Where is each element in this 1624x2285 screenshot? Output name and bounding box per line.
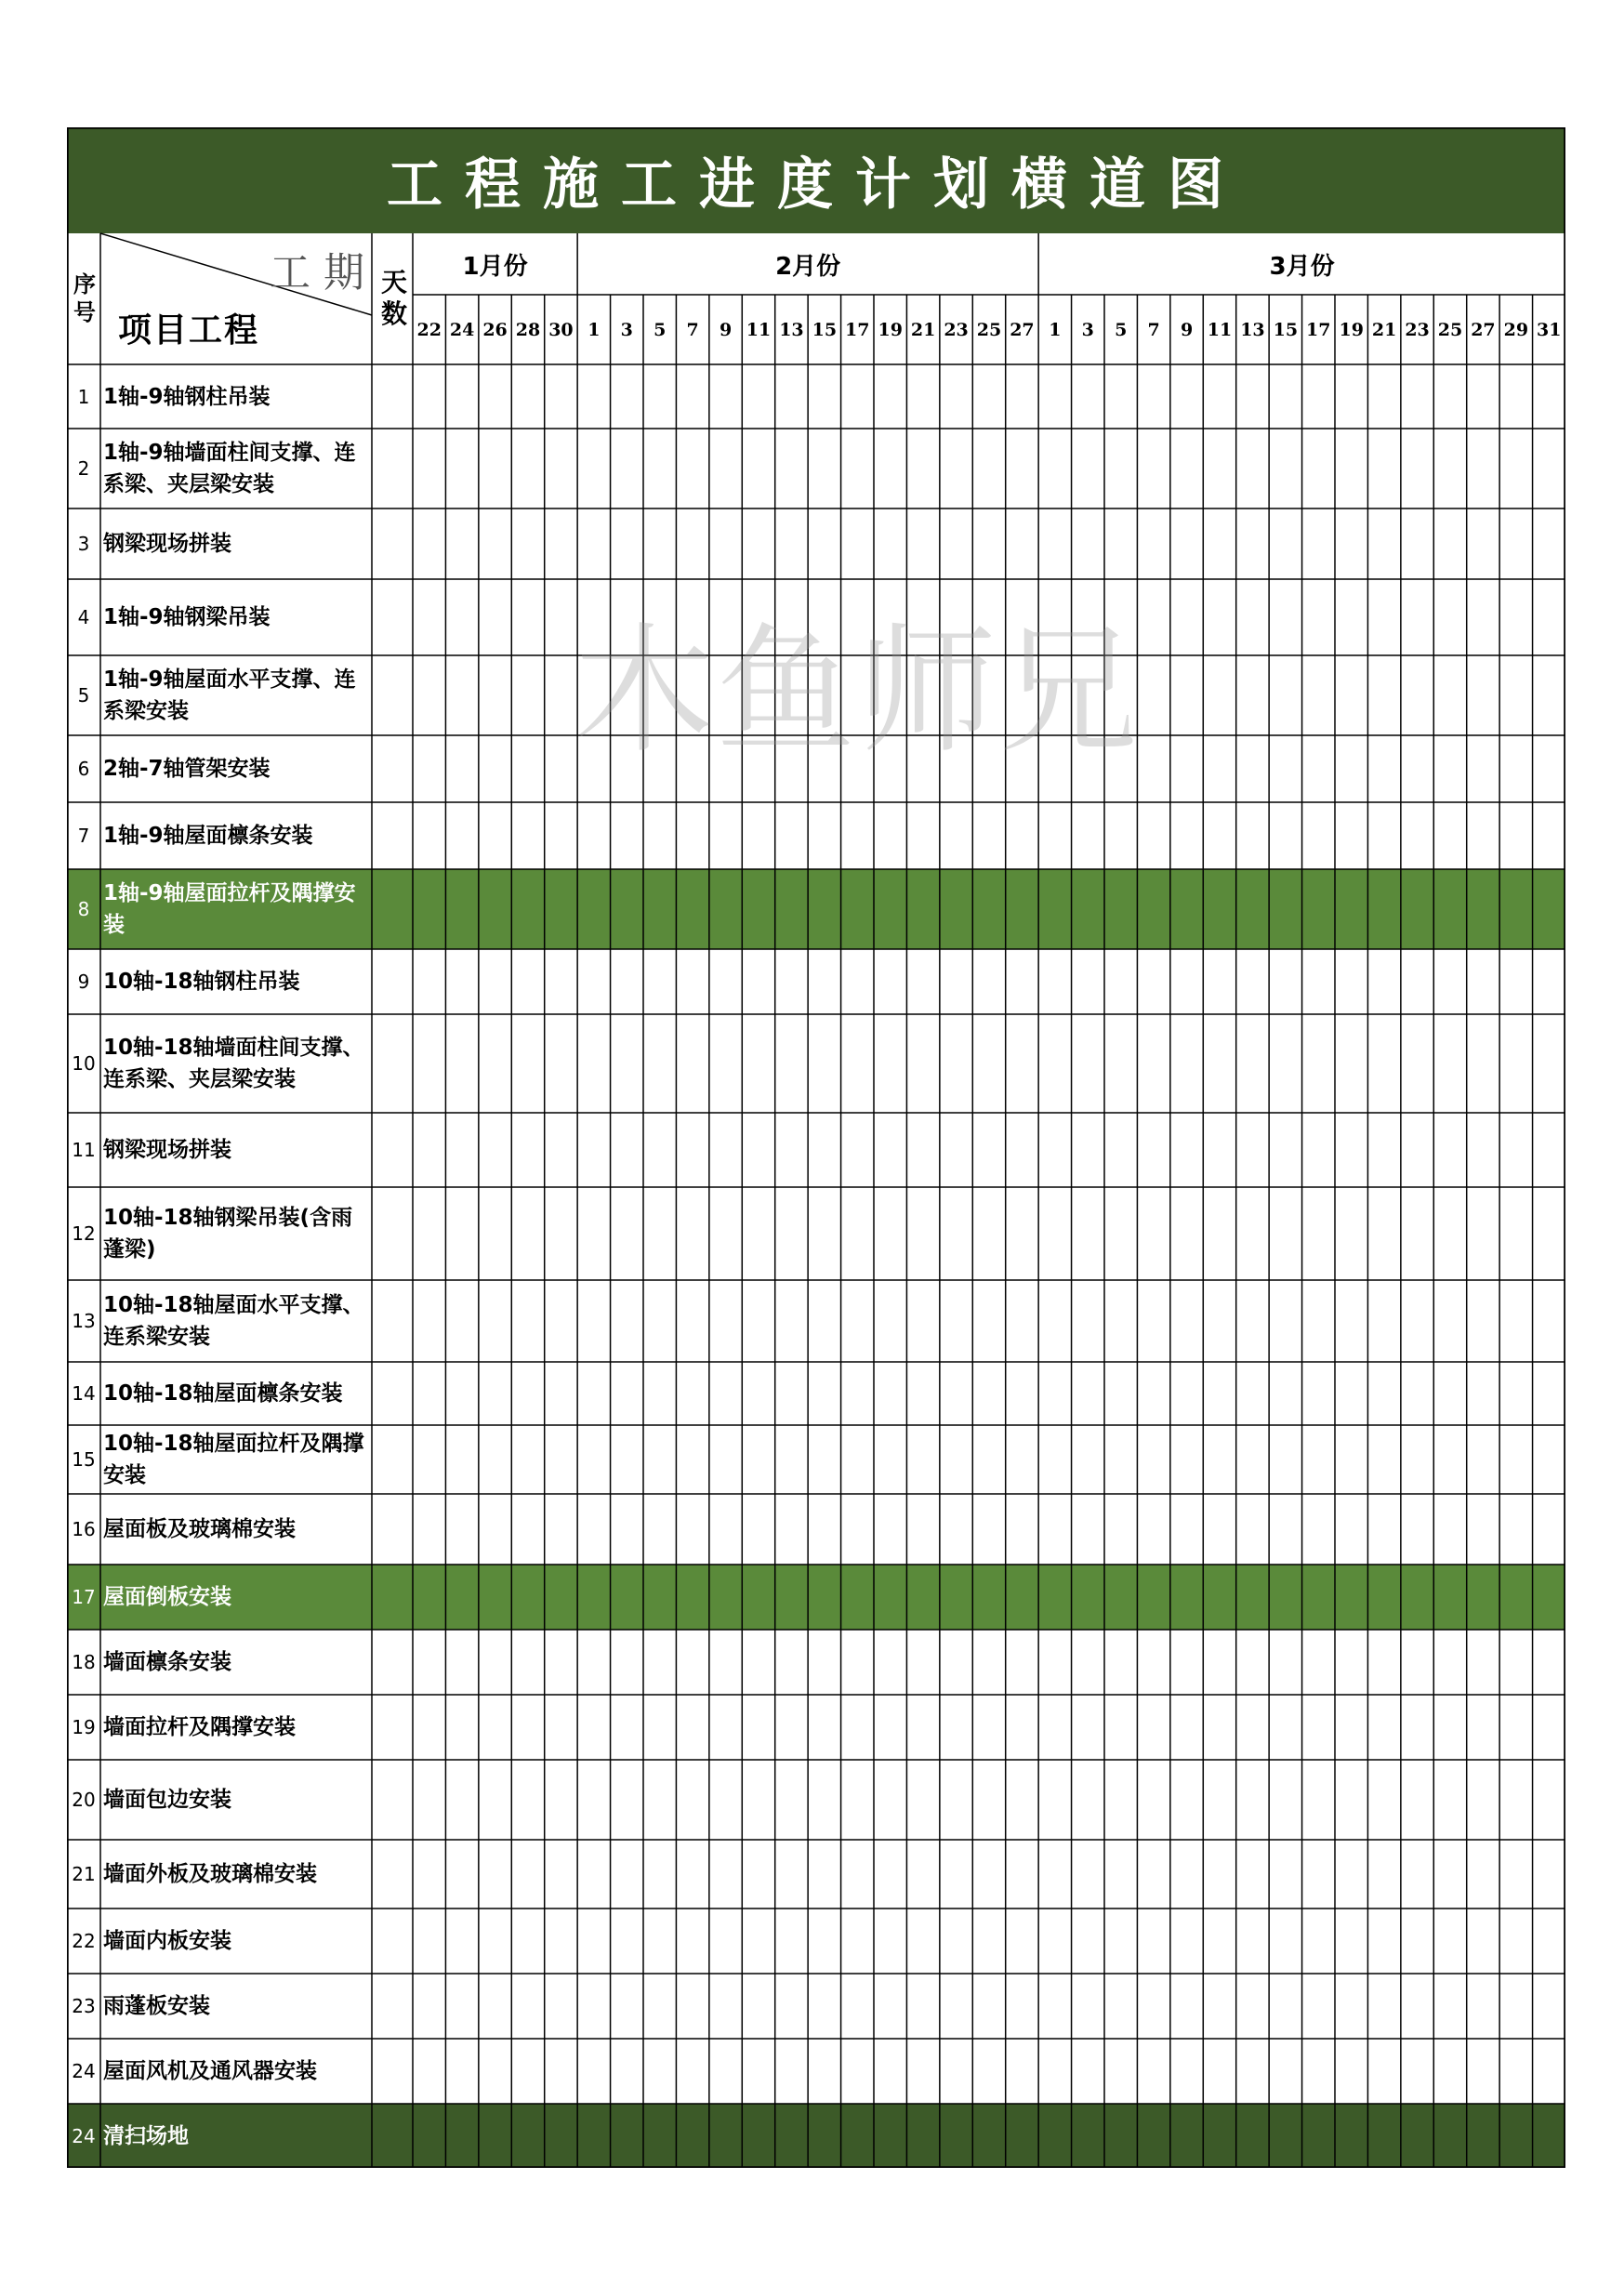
task-number: 1 [77, 385, 90, 408]
days-header: 天数 [380, 267, 407, 329]
task-name: 1轴-9轴钢梁吊装 [103, 605, 271, 629]
task-name: 钢梁现场拼装 [103, 1138, 231, 1162]
task-name: 清扫场地 [103, 2123, 189, 2148]
day-header: 23 [944, 319, 969, 340]
day-header: 1 [1049, 319, 1062, 340]
task-number: 20 [72, 1789, 96, 1811]
day-header: 31 [1537, 319, 1562, 340]
day-header: 11 [746, 319, 772, 340]
task-name: 10轴-18轴屋面檩条安装 [103, 1381, 343, 1406]
day-header: 21 [1371, 319, 1397, 340]
day-header: 5 [654, 319, 667, 340]
task-number: 9 [77, 971, 90, 993]
day-header: 26 [482, 319, 508, 340]
day-header: 21 [910, 319, 936, 340]
task-number: 21 [72, 1863, 96, 1885]
month-header: 1月份 [462, 252, 528, 281]
day-header: 17 [845, 319, 870, 340]
schedule-sheet [67, 127, 1565, 2168]
task-name: 1轴-9轴屋面拉杆及隅撑安装 [103, 881, 356, 937]
day-header: 19 [878, 319, 903, 340]
task-number: 18 [72, 1651, 96, 1673]
task-name: 10轴-18轴屋面拉杆及隅撑安装 [103, 1432, 364, 1487]
task-number: 8 [77, 898, 90, 920]
day-header: 30 [548, 319, 574, 340]
day-header: 15 [1273, 319, 1299, 340]
task-number: 22 [72, 1930, 96, 1952]
day-header: 5 [1115, 319, 1128, 340]
day-header: 15 [812, 319, 838, 340]
task-name: 10轴-18轴屋面水平支撑、连系梁安装 [103, 1293, 364, 1349]
day-header: 7 [686, 319, 699, 340]
task-number: 4 [77, 606, 90, 628]
seq-header: 序号 [73, 271, 96, 325]
day-header: 9 [1180, 319, 1194, 340]
task-name: 2轴-7轴管架安装 [103, 757, 271, 781]
day-header: 3 [620, 319, 633, 340]
project-header: 项目工程 [118, 311, 260, 350]
task-name: 10轴-18轴墙面柱间支撑、连系梁、夹层梁安装 [103, 1036, 364, 1091]
task-name: 屋面风机及通风器安装 [103, 2059, 317, 2083]
task-name: 10轴-18轴钢柱吊装 [103, 970, 300, 994]
day-header: 22 [416, 319, 442, 340]
period-header: 工期 [270, 249, 377, 297]
task-name: 雨蓬板安装 [103, 1994, 210, 2018]
day-header: 7 [1147, 319, 1160, 340]
task-number: 15 [72, 1448, 96, 1471]
day-header: 27 [1471, 319, 1496, 340]
month-header: 3月份 [1269, 252, 1335, 281]
task-name: 墙面拉杆及隅撑安装 [103, 1715, 296, 1739]
task-number: 6 [77, 758, 90, 780]
day-header: 13 [779, 319, 804, 340]
task-number: 14 [72, 1382, 96, 1405]
task-number: 19 [72, 1716, 96, 1738]
task-number: 16 [72, 1518, 96, 1540]
day-header: 3 [1081, 319, 1094, 340]
task-name: 1轴-9轴钢柱吊装 [103, 384, 271, 409]
task-number: 2 [77, 457, 90, 480]
task-name: 墙面包边安装 [103, 1788, 231, 1812]
task-name: 1轴-9轴墙面柱间支撑、连系梁、夹层梁安装 [103, 441, 356, 496]
task-name: 墙面檩条安装 [103, 1650, 231, 1674]
task-name: 1轴-9轴屋面水平支撑、连系梁安装 [103, 667, 356, 723]
month-header: 2月份 [775, 252, 841, 281]
day-header: 13 [1240, 319, 1265, 340]
task-number: 17 [72, 1586, 96, 1608]
day-header: 27 [1010, 319, 1035, 340]
watermark: 木鱼师兄 [574, 611, 1140, 773]
day-header: 11 [1207, 319, 1233, 340]
task-number: 13 [72, 1310, 96, 1332]
task-number: 3 [77, 533, 90, 555]
task-number: 24 [72, 2060, 96, 2082]
day-header: 1 [588, 319, 601, 340]
day-header: 19 [1339, 319, 1364, 340]
task-number: 23 [72, 1995, 96, 2017]
day-header: 24 [449, 319, 475, 340]
task-name: 屋面倒板安装 [103, 1585, 231, 1609]
task-number: 11 [72, 1139, 96, 1161]
task-number: 7 [77, 825, 90, 847]
day-header: 9 [719, 319, 733, 340]
day-header: 25 [1437, 319, 1463, 340]
page-title: 工程施工进度计划横道图 [387, 152, 1246, 218]
day-header: 25 [976, 319, 1002, 340]
task-number: 12 [72, 1222, 96, 1245]
day-header: 17 [1306, 319, 1331, 340]
task-name: 墙面外板及玻璃棉安装 [103, 1862, 317, 1886]
day-header: 28 [515, 319, 541, 340]
task-name: 钢梁现场拼装 [103, 532, 231, 556]
task-name: 屋面板及玻璃棉安装 [103, 1517, 296, 1541]
task-number: 10 [72, 1052, 96, 1075]
task-name: 墙面内板安装 [103, 1929, 231, 1953]
task-name: 10轴-18轴钢梁吊装(含雨蓬梁) [103, 1206, 353, 1261]
task-number: 5 [77, 684, 90, 707]
day-header: 23 [1405, 319, 1430, 340]
task-number: 24 [72, 2124, 96, 2147]
day-header: 29 [1503, 319, 1529, 340]
task-name: 1轴-9轴屋面檩条安装 [103, 824, 313, 848]
